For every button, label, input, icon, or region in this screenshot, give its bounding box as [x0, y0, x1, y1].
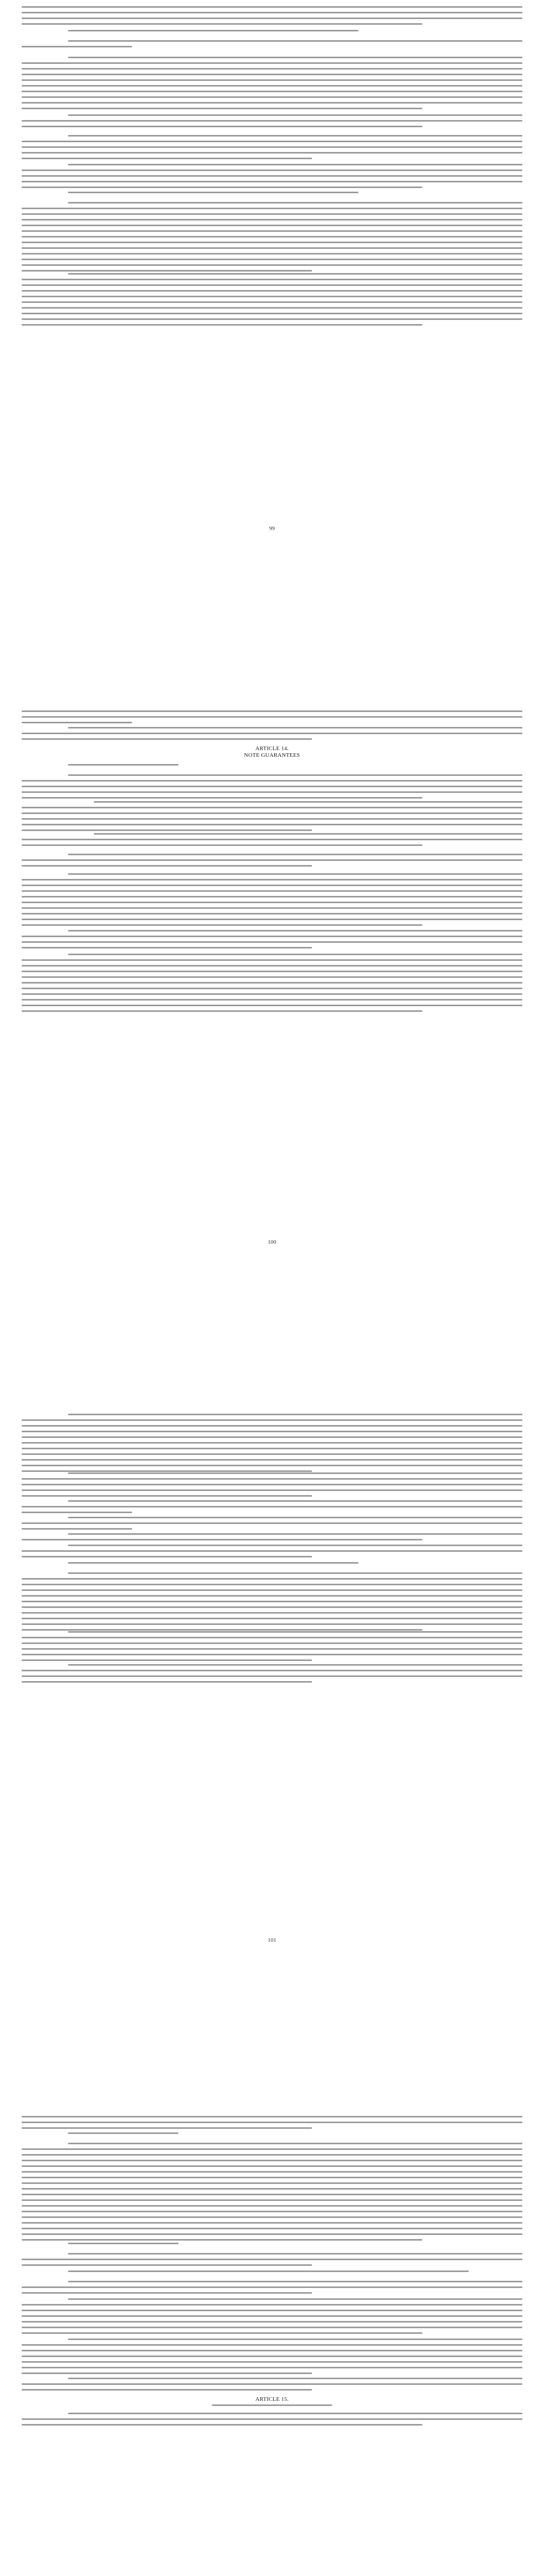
- document-page-102: [0, 2110, 544, 2576]
- clause-b: [22, 1631, 522, 1665]
- paragraph: [22, 1533, 522, 1545]
- clause-c: [22, 727, 522, 744]
- clause-a: [22, 2143, 522, 2245]
- paragraph: [22, 1517, 522, 1534]
- section-15-01-paragraph: [22, 2413, 522, 2430]
- page-number: 101: [268, 1937, 276, 1943]
- article-14-title: NOTE GUARANTEES: [244, 752, 300, 758]
- clause-e: [22, 2281, 522, 2298]
- clause-c: [22, 2253, 522, 2270]
- section-13-07-paragraph: [22, 135, 522, 163]
- clause-b: [22, 2243, 522, 2248]
- document-page-100: [0, 703, 544, 1404]
- paragraph: [22, 710, 522, 727]
- clause-b: [22, 40, 522, 52]
- clause-f: [22, 2298, 522, 2338]
- paragraph: [22, 854, 522, 871]
- section-14-04-heading: [22, 1562, 522, 1568]
- paragraph: [22, 1500, 522, 1517]
- clause-a: [22, 774, 522, 803]
- section-14-02-paragraph: [22, 1414, 522, 1476]
- paragraph: [22, 1545, 522, 1562]
- paragraph: [22, 57, 522, 113]
- section-13-09-heading: [22, 192, 522, 197]
- paragraph: [22, 2378, 522, 2395]
- clause-c: [22, 930, 522, 953]
- clause-a: [22, 1572, 522, 1635]
- page-number: 99: [269, 526, 275, 532]
- article-15-title: [22, 2404, 522, 2406]
- document-page-101: [0, 1406, 544, 2107]
- paragraph: [22, 2338, 522, 2378]
- section-13-05-paragraph: [22, 6, 522, 29]
- section-14-03-paragraph: [22, 1472, 522, 1501]
- clause-d: [22, 954, 522, 1016]
- document-page-99: [0, 0, 544, 701]
- clause-1: [22, 801, 522, 835]
- clause-a: [22, 30, 522, 36]
- section-13-06-paragraph: [22, 114, 522, 131]
- clause-b: [22, 273, 522, 330]
- section-13-08-paragraph: [22, 164, 522, 192]
- clause-a: [22, 202, 522, 276]
- clause-d: [22, 2270, 522, 2276]
- article-15-label: ARTICLE 15.: [255, 2396, 289, 2402]
- page-number: 100: [268, 1239, 276, 1245]
- paragraph: [22, 2116, 522, 2133]
- clause-2: [22, 833, 522, 850]
- clause-b: [22, 873, 522, 930]
- section-14-01-heading: [22, 764, 522, 770]
- section-14-05-heading: [22, 2132, 522, 2138]
- article-14-label: ARTICLE 14.: [255, 745, 289, 752]
- clause-c: [22, 1664, 522, 1687]
